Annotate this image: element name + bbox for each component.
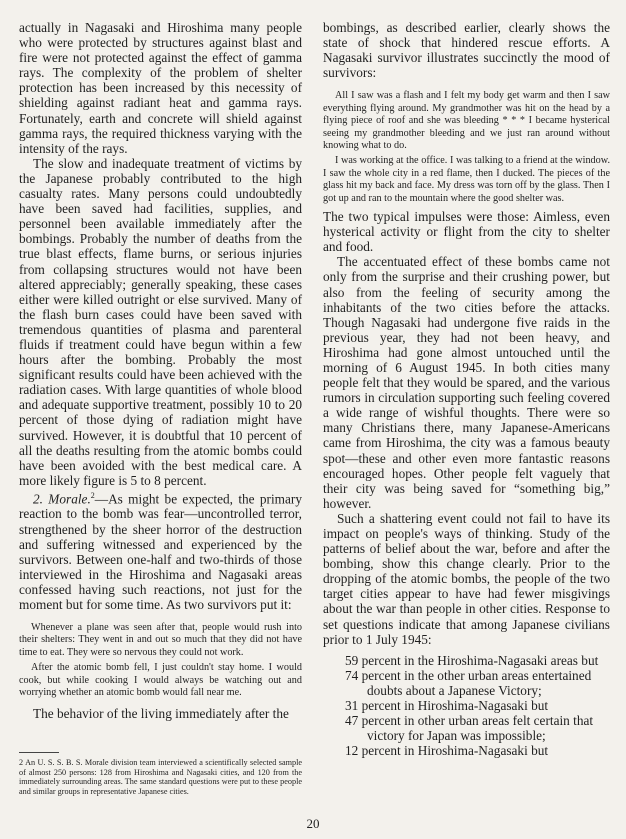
survivor-quote: After the atomic bomb fell, I just couldn't stay home. I would cook, but while cooking I would always be watching out and worrying whether an atomic bomb would fall near me. [19,662,302,699]
body-paragraph: bombings, as described earlier, clearly shows the state of shock that hindered rescue efforts. A Nagasaki survivor illustrates succinctly the mood of survivors: [323,20,610,81]
survivor-quote-block [323,90,610,205]
list-item: 74 percent in the other urban areas entertained doubts about a Japanese Victory; [345,667,592,698]
left-column [19,20,302,721]
page-number: 20 [306,816,320,831]
body-paragraph: Such a shattering event could not fail to have its impact on people's ways of thinking. Study of the patterns of belief about the war, before and after the bombing, show this change clearly. Prior to the dropping of the atomic bombs, the people of the two target cities appear to have had fewer misgivings about the war than people in other cities. Response to set questions indicate that among Japanese civilians prior to 1 July 1945: [323,510,610,647]
survivor-quote: Whenever a plane was seen after that, people would rush into their shelters: They went in and out so much that they did not have time to eat. They were so nervous they could not work. [19,622,302,658]
list-item: 47 percent in other urban areas felt certain that victory for Japan was impossible; [345,713,594,744]
body-paragraph: The behavior of the living immediately after the [33,705,289,721]
survey-results-list [323,653,610,759]
section-text: —As might be expected, the primary reaction to the bomb was fear—uncontrolled terror, strengthened by the sheer horror of the destruction and suffering witnessed and experienced by the survivors. Between one-half and two-thirds of those interviewed in the Hiroshima and Nagasaki areas confessed having such reactions, not just for the moment but for some time. As two survivors put it: [19,491,303,612]
body-paragraph: actually in Nagasaki and Hiroshima many people who were protected by structures against blast and fire were not protected against the effect of gamma rays. The complexity of the problem of shelter protection has been increased by this necessity of shielding against radiant heat and gamma rays. Fortunately, earth and concrete will shield against gamma rays, the required thickness varying with the intensity of the rays. [19,20,302,156]
survivor-quote-block [19,622,302,699]
section-label: 2. Morale. [33,491,91,507]
footnote-marker: 2 [90,490,95,500]
footnote: 2 An U. S. S. B. S. Morale division team interviewed a scientifically selected sample of almost 250 persons: 128 from Hiroshima and Nagasaki cities, and 120 from the immediately surrounding areas. The same standard questions were put to these people and similar groups in representative Japanese cities. [19,758,302,796]
body-paragraph: The slow and inadequate treatment of victims by the Japanese probably contributed to the high casualty rates. Many persons could undoubtedly have been saved had facilities, supplies, and personnel been available immediately after the bombings. Probably the number of deaths from the true blast effects, flame burns, or serious injuries from collapsing structures would not have been altered appreciably; generally speaking, these cases either were killed outright or else survived. Many of the flash burn cases could have been saved with tremendous quantities of plasma and parenteral fluids if treatment could have begun within a few hours after the bombing. Probably the most significant results could have been achieved with the radiation cases. With large quantities of whole blood and adequate supportive treatment, possibly 10 to 20 percent of those dying of radiation might have survived. However, it is doubtful that 10 percent of all the deaths resulting from the atomic bombs could have been avoided with the best medical care. A more likely figure is 5 to 8 percent. [19,155,302,488]
list-item: 12 percent in Hiroshima-Nagasaki but [345,743,549,759]
list-item: 59 percent in the Hiroshima-Nagasaki areas but [345,652,599,668]
survivor-quote: All I saw was a flash and I felt my body get warm and then I saw everything flying around. My grandmother was hit on the head by a flying piece of roof and she was bleeding * * * I became hysterical seeing my grandmother bleeding and we just ran around without knowing what to do. [323,90,610,151]
body-paragraph: The two typical impulses were those: Aimless, even hysterical activity or flight from the city to shelter and food. [323,209,610,255]
morale-paragraph [19,488,302,612]
body-paragraph: The accentuated effect of these bombs came not only from the surprise and their crushing power, but also from the feeling of security among the inhabitants of the two cities before the attacks. Though Nagasaki had undergone five raids in the previous year, they had not been heavy, and Hiroshima had gone almost untouched until the morning of 6 August 1945. In both cities many people felt that they would be spared, and the various rumors in circulation supporting such feeling covered a wide range of wishful thoughts. There were so many Christians there, many Japanese-Americans came from Hiroshima, the city was a famous beauty spot—these and other even more fantastic reasons encouraged hopes. Other people felt vaguely that their city was being saved for “something big,” however. [323,254,610,511]
footnote-rule [19,752,59,753]
right-column [323,20,610,758]
survivor-quote: I was working at the office. I was talking to a friend at the window. I saw the whole city in a red flame, then I ducked. The pieces of the glass hit my back and face. My dress was torn off by the glass. Then I got up and ran to the mountain where the good shelter was. [323,155,610,204]
list-item: 31 percent in Hiroshima-Nagasaki but [345,698,549,714]
